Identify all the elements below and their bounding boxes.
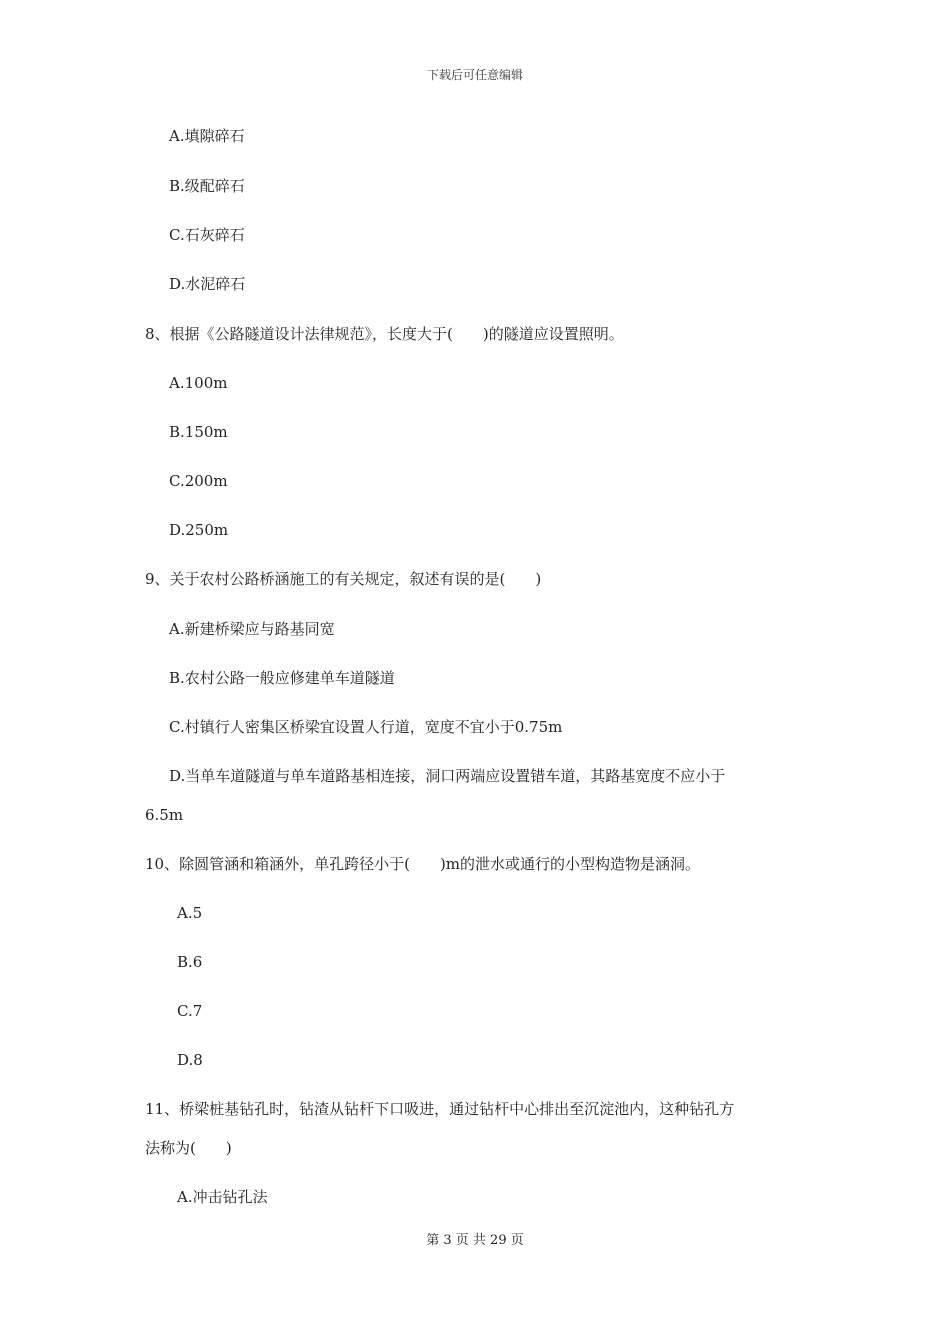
q8-option-d: D.250m [169, 521, 229, 539]
q9-option-a: A.新建桥梁应与路基同宽 [169, 620, 335, 638]
q10-option-d: D.8 [177, 1051, 203, 1069]
q7-option-c: C.石灰碎石 [169, 226, 245, 244]
q11-stem-line1: 11、桥梁桩基钻孔时，钻渣从钻杆下口吸进，通过钻杆中心排出至沉淀池内，这种钻孔方 [145, 1100, 735, 1118]
q8-stem: 8、根据《公路隧道设计法律规范》，长度大于( )的隧道应设置照明。 [145, 325, 624, 343]
page-footer: 第 3 页 共 29 页 [426, 1233, 524, 1248]
q11-option-a: A.冲击钻孔法 [177, 1188, 268, 1206]
q10-option-a: A.5 [177, 904, 203, 922]
q8-option-c: C.200m [169, 472, 228, 490]
q9-option-b: B.农村公路一般应修建单车道隧道 [169, 669, 395, 687]
page-header: 下载后可任意编辑 [426, 68, 523, 82]
q8-option-b: B.150m [169, 423, 228, 441]
q10-stem: 10、除圆管涵和箱涵外，单孔跨径小于( )m的泄水或通行的小型构造物是涵洞。 [145, 855, 701, 873]
q8-option-a: A.100m [169, 374, 228, 392]
q9-option-d: D.当单车道隧道与单车道路基相连接，洞口两端应设置错车道，其路基宽度不应小于 [169, 767, 726, 785]
q9-option-d-continued: 6.5m [145, 806, 184, 824]
q7-option-b: B.级配碎石 [169, 177, 245, 195]
q10-option-c: C.7 [177, 1002, 203, 1020]
q9-stem: 9、关于农村公路桥涵施工的有关规定，叙述有误的是( ) [145, 570, 542, 588]
q7-option-d: D.水泥碎石 [169, 275, 246, 293]
q7-option-a: A.填隙碎石 [169, 127, 245, 145]
q10-option-b: B.6 [177, 953, 203, 971]
q11-stem-line2: 法称为( ) [145, 1139, 232, 1157]
q9-option-c: C.村镇行人密集区桥梁宜设置人行道，宽度不宜小于0.75m [169, 718, 563, 736]
